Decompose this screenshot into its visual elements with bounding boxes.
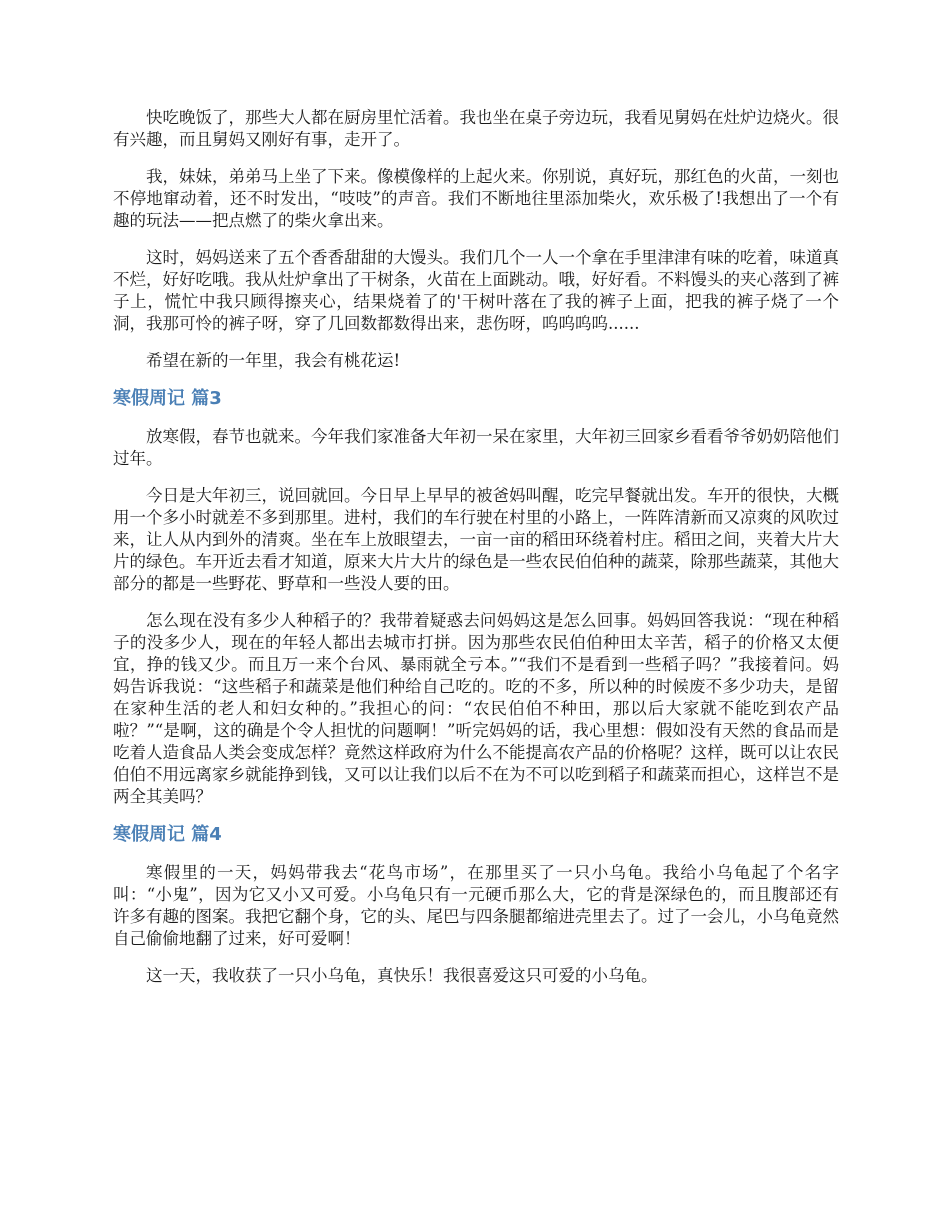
paragraph: 今日是大年初三，说回就回。今日早上早早的被爸妈叫醒，吃完早餐就出发。车开的很快，大概用一个多小时就差不多到那里。进村，我们的车行驶在村里的小路上，一阵阵清新而又凉爽的风吹过来，让人从内到外的清爽。坐在车上放眼望去，一亩一亩的稻田环绕着村庄。稻田之间，夹着大片大片的绿色。车开近去看才知道，原来大片大片的绿色是一些农民伯伯种的蔬菜，除那些蔬菜，其他大部分的都是一些野花、野草和一些没人要的田。: [113, 486, 839, 593]
document-page: [113, 107, 839, 1002]
paragraph: 快吃晚饭了，那些大人都在厨房里忙活着。我也坐在桌子旁边玩，我看见舅妈在灶炉边烧火。很有兴趣，而且舅妈又刚好有事，走开了。: [113, 108, 839, 149]
paragraph: 这时，妈妈送来了五个香香甜甜的大馒头。我们几个一人一个拿在手里津津有味的吃着，味道真不烂，好好吃哦。我从灶炉拿出了干树条，火苗在上面跳动。哦，好好看。不料馒头的夹心落到了裤子上，慌忙中我只顾得擦夹心，结果烧着了的'干树叶落在了我的裤子上面，把我的裤子烧了一个洞，我那可怜的裤子呀，穿了几回数都数得出来，悲伤呀，呜呜呜呜......: [113, 248, 839, 333]
section-heading: 寒假周记 篇4: [113, 824, 222, 845]
paragraph: 寒假里的一天，妈妈带我去“花鸟市场”，在那里买了一只小乌龟。我给小乌龟起了个名字叫：“小鬼”，因为它又小又可爱。小乌龟只有一元硬币那么大，它的背是深绿色的，而且腹部还有许多有趣的图案。我把它翻个身，它的头、尾巴与四条腿都缩进壳里去了。过了一会儿，小乌龟竟然自己偷偷地翻了过来，好可爱啊！: [113, 863, 839, 948]
paragraph: 希望在新的一年里，我会有桃花运!: [146, 351, 401, 370]
paragraph: 我，妹妹，弟弟马上坐了下来。像模像样的上起火来。你别说，真好玩，那红色的火苗，一刻也不停地窜动着，还不时发出，“吱吱”的声音。我们不断地往里添加柴火，欢乐极了!我想出了一个有趣的玩法——把点燃了的柴火拿出来。: [113, 167, 839, 230]
section-heading: 寒假周记 篇3: [113, 388, 222, 409]
paragraph: 这一天，我收获了一只小乌龟，真快乐！我很喜爱这只可爱的小乌龟。: [146, 966, 658, 985]
paragraph: 放寒假，春节也就来。今年我们家准备大年初一呆在家里，大年初三回家乡看看爷爷奶奶陪他们过年。: [113, 427, 839, 468]
paragraph: 怎么现在没有多少人种稻子的？我带着疑惑去问妈妈这是怎么回事。妈妈回答我说：“现在种稻子的没多少人，现在的年轻人都出去城市打拼。因为那些农民伯伯种田太辛苦，稻子的价格又太便宜，挣的钱又少。而且万一来个台风、暴雨就全亏本。”“我们不是看到一些稻子吗？”我接着问。妈妈告诉我说：“这些稻子和蔬菜是他们种给自己吃的。吃的不多，所以种的时候废不多少功夫，是留在家种生活的老人和妇女种的。”我担心的问：“农民伯伯不种田，那以后大家就不能吃到农产品啦？”“是啊，这的确是个令人担忧的问题啊！”听完妈妈的话，我心里想：假如没有天然的食品而是吃着人造食品人类会变成怎样？竟然这样政府为什么不能提高农产品的价格呢？这样，既可以让农民伯伯不用远离家乡就能挣到钱，又可以让我们以后不在为不可以吃到稻子和蔬菜而担心，这样岂不是两全其美吗？: [113, 611, 839, 806]
